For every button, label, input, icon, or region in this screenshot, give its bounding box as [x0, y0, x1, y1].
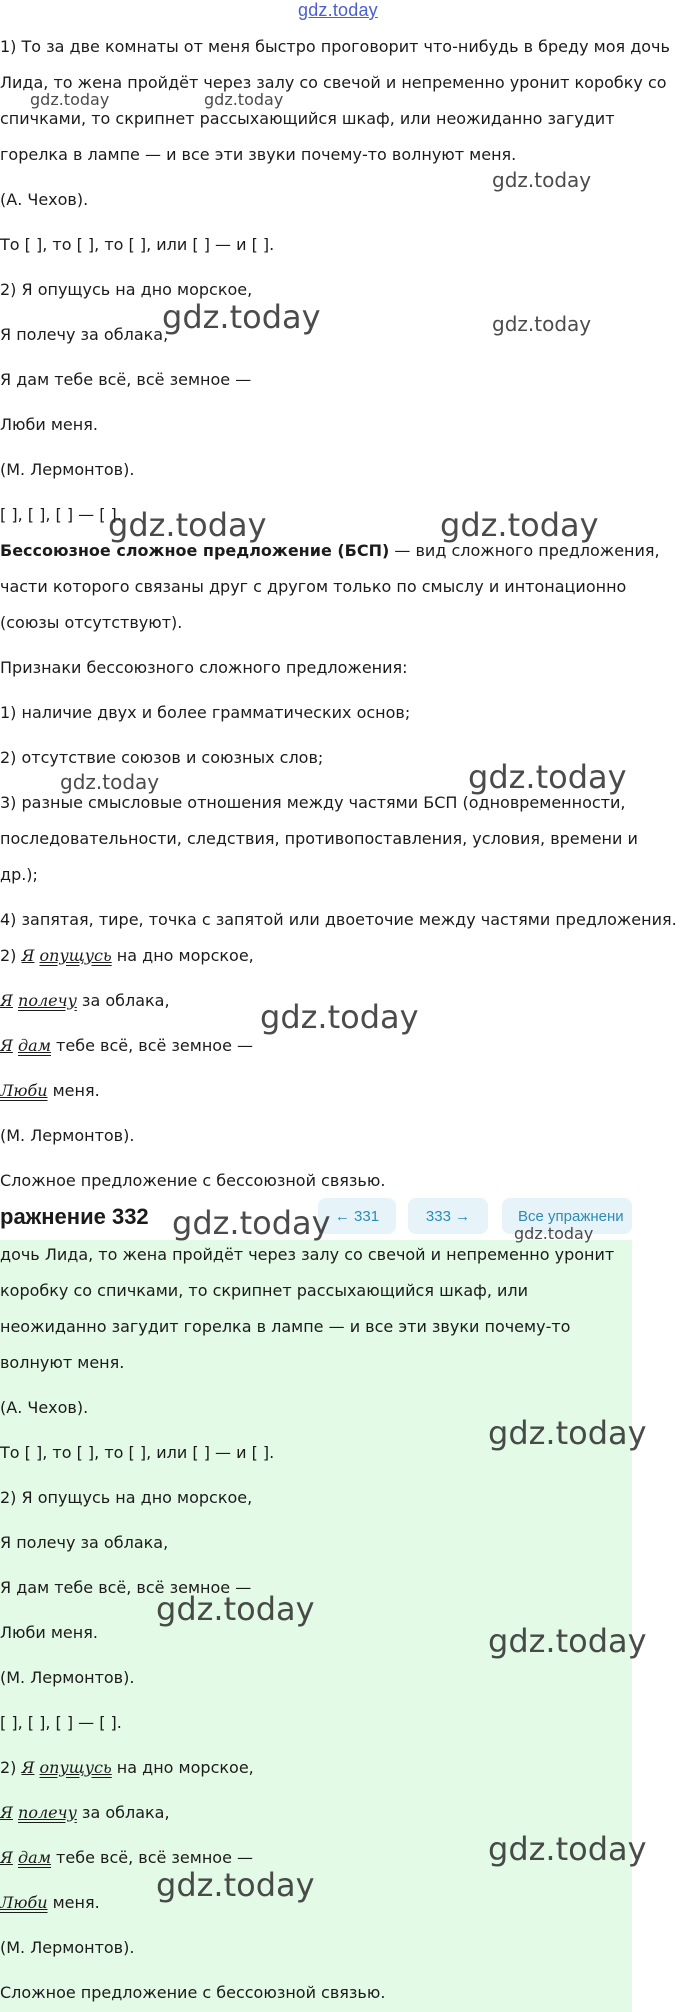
- scheme: То [ ], то [ ], то [ ], или [ ] — и [ ].: [0, 235, 275, 254]
- predicate: Люби: [0, 1081, 48, 1100]
- watermark: gdz.today: [440, 506, 599, 544]
- analysis-rest: за облака,: [76, 991, 170, 1010]
- scheme: [ ], [ ], [ ] — [ ].: [0, 505, 122, 524]
- paragraph-line: волнуют меня.: [0, 1353, 125, 1372]
- definition-line: части которого связаны друг с другом только по смыслу и интонационно: [0, 577, 627, 596]
- watermark: gdz.today: [488, 1830, 647, 1868]
- poem-line: Я дам тебе всё, всё земное —: [0, 370, 252, 389]
- paragraph-line: 1) То за две комнаты от меня быстро проговорит что-нибудь в бреду моя дочь: [0, 37, 670, 56]
- sign-item: 3) разные смысловые отношения между частями БСП (одновременности,: [0, 793, 626, 812]
- watermark: gdz.today: [514, 1224, 594, 1243]
- poem-line: Люби меня.: [0, 415, 98, 434]
- definition-line: [0, 540, 660, 562]
- analysis-line: [0, 1847, 253, 1869]
- definition-line: (союзы отсутствуют).: [0, 613, 183, 632]
- watermark: gdz.today: [156, 1590, 315, 1628]
- predicate: Люби: [0, 1893, 48, 1912]
- poem-line: Я полечу за облака,: [0, 1533, 169, 1552]
- watermark: gdz.today: [492, 168, 592, 192]
- subject: Я: [21, 946, 35, 965]
- conclusion: Сложное предложение с бессоюзной связью.: [0, 1983, 386, 2002]
- paragraph-line: неожиданно загудит горелка в лампе — и все эти звуки почему-то: [0, 1317, 571, 1336]
- analysis-line: [0, 1080, 100, 1102]
- analysis-line: [0, 990, 170, 1012]
- watermark: gdz.today: [260, 998, 419, 1036]
- exercise-header: [0, 1196, 632, 1246]
- predicate: полечу: [18, 991, 77, 1010]
- analysis-rest: за облака,: [76, 1803, 170, 1822]
- subject: Я: [0, 1803, 13, 1822]
- watermark: gdz.today: [488, 1414, 647, 1452]
- scheme: [ ], [ ], [ ] — [ ].: [0, 1713, 122, 1732]
- scheme: То [ ], то [ ], то [ ], или [ ] — и [ ].: [0, 1443, 275, 1462]
- predicate: дам: [18, 1036, 51, 1055]
- watermark: gdz.today: [172, 1204, 331, 1242]
- author: (М. Лермонтов).: [0, 1938, 135, 1957]
- author: (А. Чехов).: [0, 1398, 89, 1417]
- paragraph-line: Лида, то жена пройдёт через залу со свечой и непременно уронит коробку со: [0, 73, 667, 92]
- poem-line: 2) Я опущусь на дно морское,: [0, 1488, 253, 1507]
- definition-term: Бессоюзное сложное предложение (БСП): [0, 541, 390, 560]
- predicate: дам: [18, 1848, 51, 1867]
- watermark: gdz.today: [60, 770, 160, 794]
- predicate: опущусь: [39, 1758, 112, 1777]
- conclusion: Сложное предложение с бессоюзной связью.: [0, 1171, 386, 1190]
- sign-item: 2) отсутствие союзов и союзных слов;: [0, 748, 324, 767]
- analysis-rest: на дно морское,: [111, 946, 254, 965]
- answer-panel: [0, 1240, 632, 2012]
- sign-item: 4) запятая, тире, точка с запятой или двоеточие между частями предложения.: [0, 910, 677, 929]
- subject: Я: [0, 1848, 13, 1867]
- poem-line: Я дам тебе всё, всё земное —: [0, 1578, 252, 1597]
- analysis-prefix: 2): [0, 946, 22, 965]
- site-logo[interactable]: gdz.today: [298, 0, 378, 20]
- watermark: gdz.today: [162, 298, 321, 336]
- paragraph-line: горелка в лампе — и все эти звуки почему-то волнуют меня.: [0, 145, 517, 164]
- signs-title: Признаки бессоюзного сложного предложения:: [0, 658, 408, 677]
- analysis-rest: меня.: [47, 1893, 100, 1912]
- analysis-rest: тебе всё, всё земное —: [50, 1036, 254, 1055]
- analysis-line: [0, 1892, 100, 1914]
- watermark: gdz.today: [468, 758, 627, 796]
- subject: Я: [0, 1036, 13, 1055]
- paragraph-line: коробку со спичками, то скрипнет рассыхающийся шкаф, или: [0, 1281, 529, 1300]
- sign-item: 1) наличие двух и более грамматических основ;: [0, 703, 411, 722]
- analysis-prefix: 2): [0, 1758, 22, 1777]
- poem-line: 2) Я опущусь на дно морское,: [0, 280, 253, 299]
- all-exercises-button[interactable]: Все упражнени: [502, 1198, 632, 1234]
- author: (М. Лермонтов).: [0, 460, 135, 479]
- paragraph-line: дочь Лида, то жена пройдёт через залу со свечой и непременно уронит: [0, 1245, 615, 1264]
- exercise-title: ражнение 332: [0, 1204, 149, 1229]
- sign-item: последовательности, следствия, противопоставления, условия, времени и: [0, 829, 638, 848]
- analysis-line: [0, 1035, 253, 1057]
- analysis-line: [0, 1757, 254, 1779]
- poem-line: Люби меня.: [0, 1623, 98, 1642]
- predicate: опущусь: [39, 946, 112, 965]
- watermark: gdz.today: [156, 1866, 315, 1904]
- watermark: gdz.today: [488, 1622, 647, 1660]
- subject: Я: [21, 1758, 35, 1777]
- author: (А. Чехов).: [0, 190, 89, 209]
- author: (М. Лермонтов).: [0, 1668, 135, 1687]
- poem-line: Я полечу за облака,: [0, 325, 169, 344]
- analysis-rest: меня.: [47, 1081, 100, 1100]
- subject: Я: [0, 991, 13, 1010]
- analysis-line: [0, 1802, 170, 1824]
- watermark: gdz.today: [108, 506, 267, 544]
- watermark: gdz.today: [30, 90, 110, 109]
- analysis-rest: на дно морское,: [111, 1758, 254, 1777]
- paragraph-line: спичками, то скрипнет рассыхающийся шкаф, или неожиданно загудит: [0, 109, 615, 128]
- analysis-rest: тебе всё, всё земное —: [50, 1848, 254, 1867]
- analysis-line: [0, 945, 254, 967]
- predicate: полечу: [18, 1803, 77, 1822]
- prev-exercise-button[interactable]: ← 331: [318, 1198, 396, 1234]
- watermark: gdz.today: [492, 312, 592, 336]
- next-exercise-button[interactable]: 333 →: [408, 1198, 488, 1234]
- watermark: gdz.today: [204, 90, 284, 109]
- author: (М. Лермонтов).: [0, 1126, 135, 1145]
- definition-text: — вид сложного предложения,: [389, 541, 660, 560]
- sign-item: др.);: [0, 865, 38, 884]
